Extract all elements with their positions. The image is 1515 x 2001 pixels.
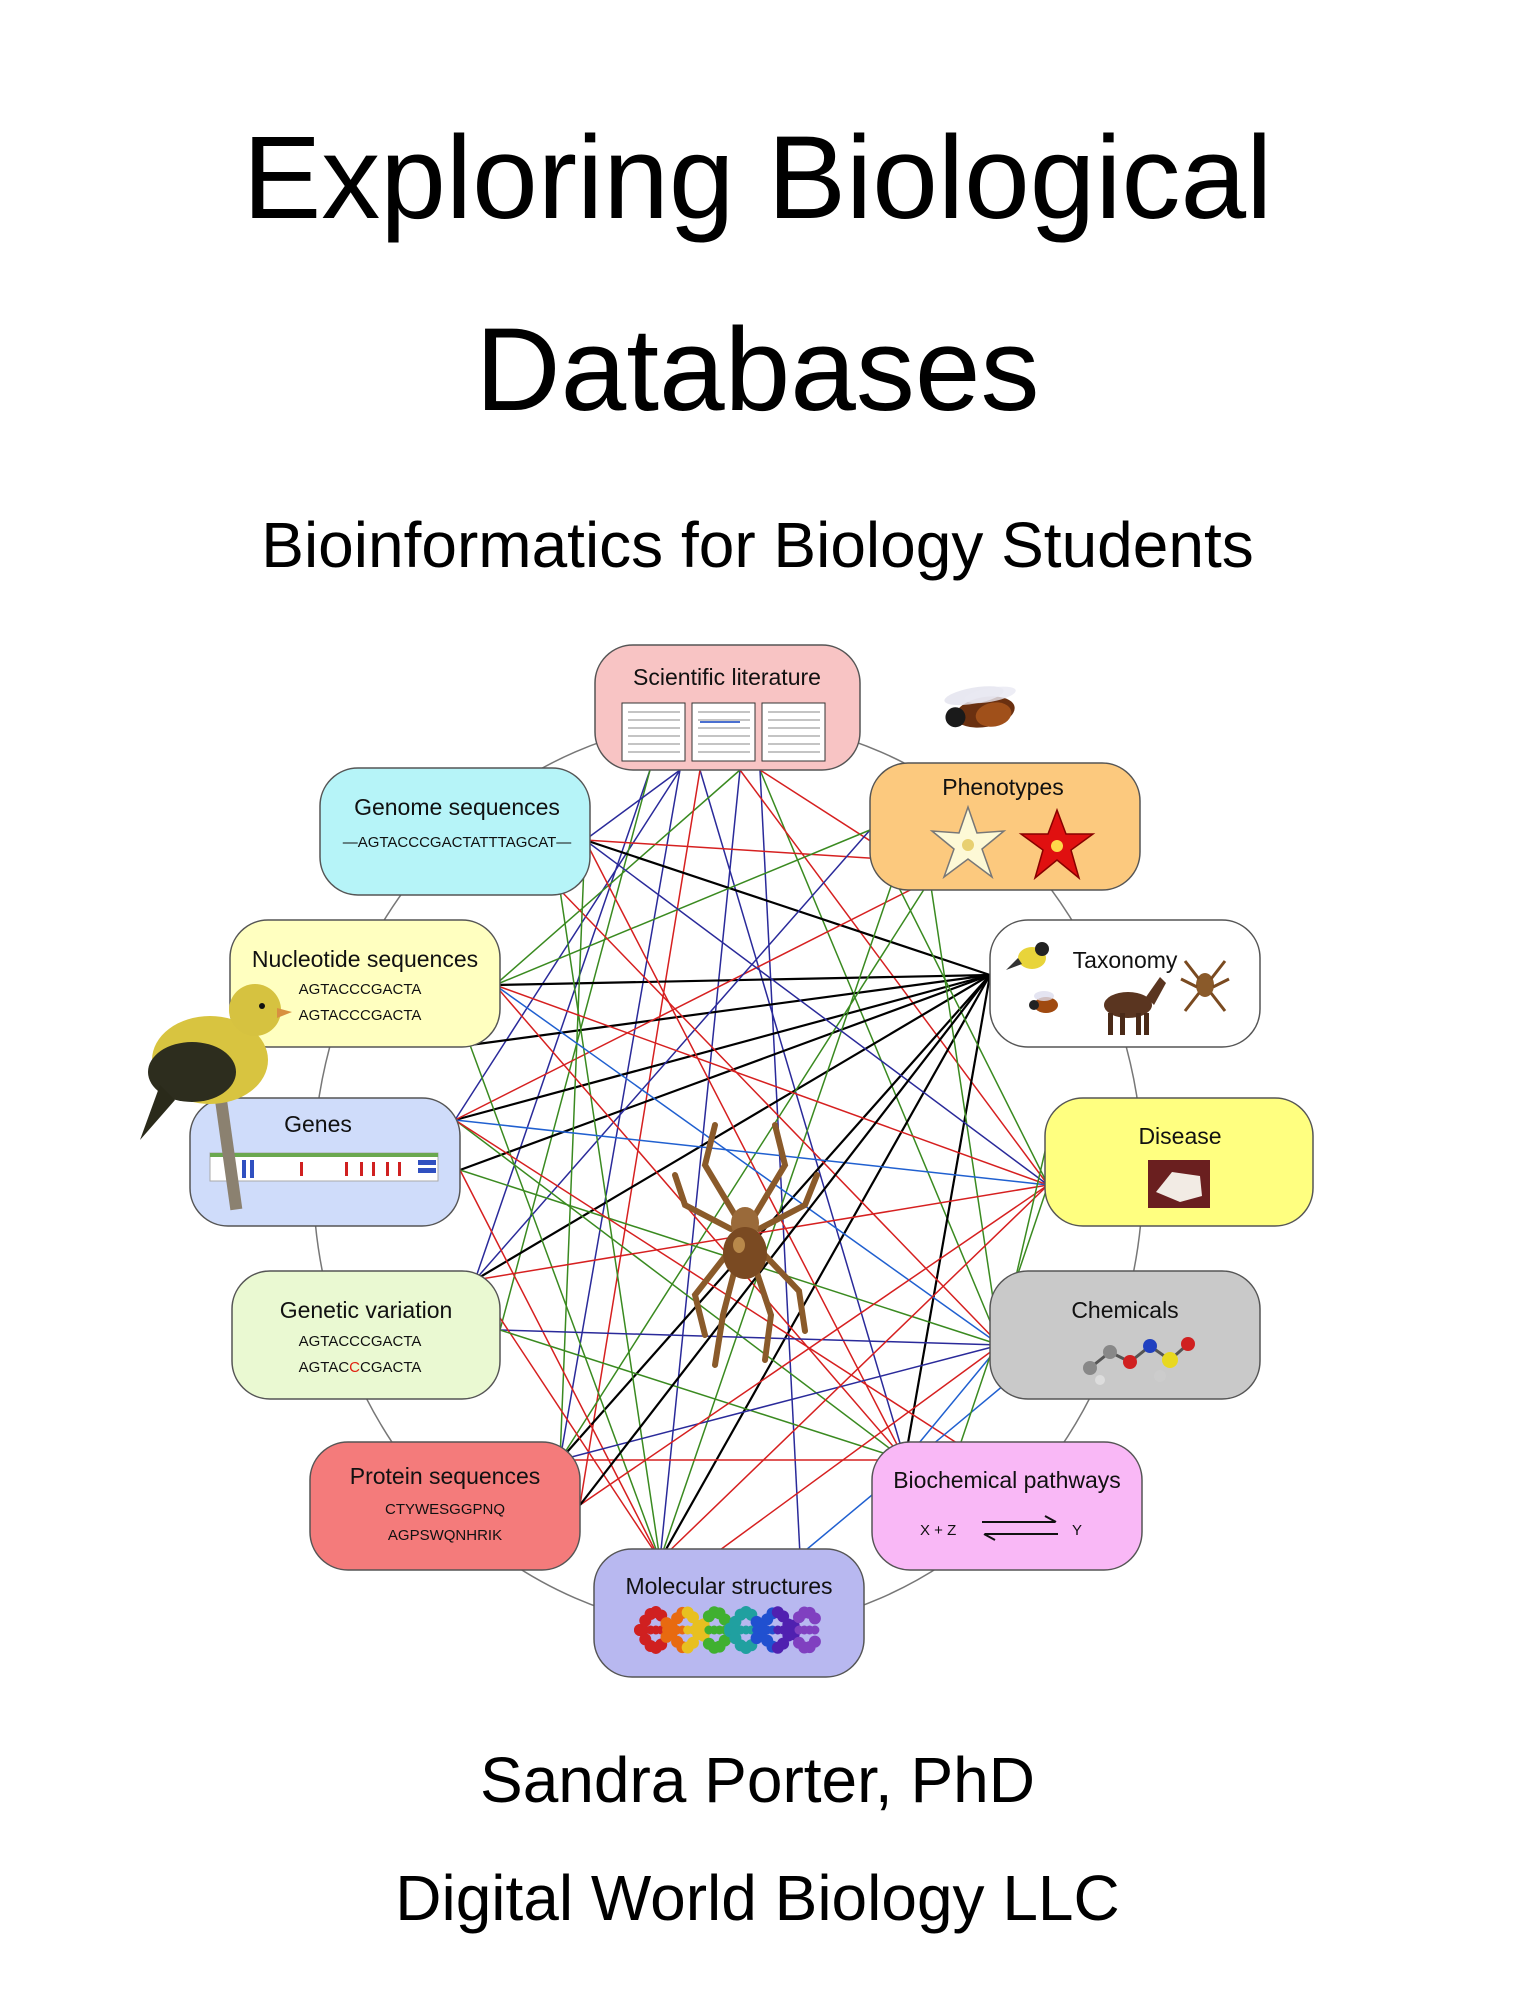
node-protein-sequences xyxy=(310,1442,580,1570)
node-genome-sequences xyxy=(320,768,590,895)
dna-bead xyxy=(809,1636,821,1648)
node-label: Biochemical pathways xyxy=(893,1467,1121,1493)
node-molecular-structures xyxy=(594,1549,864,1677)
pathway-reactants: X + Z xyxy=(920,1522,957,1539)
node-label: Genetic variation xyxy=(279,1297,453,1323)
node-phenotypes xyxy=(870,763,1140,890)
pathway-product: Y xyxy=(1072,1522,1083,1539)
node-genetic-variation xyxy=(232,1271,500,1399)
edge-phen2-chemicals xyxy=(930,880,1000,1345)
edge-taxonomy-pathways xyxy=(905,975,990,1460)
dna-bead xyxy=(809,1612,821,1624)
edge-taxonomy-nucleotide xyxy=(495,975,990,985)
edge-taxonomy-genes xyxy=(455,975,990,1120)
node-biochemical-pathways xyxy=(872,1442,1142,1570)
author: Sandra Porter, PhD xyxy=(480,1744,1035,1816)
node-label: Taxonomy xyxy=(1072,947,1178,973)
edge-genome-protein xyxy=(560,840,585,1460)
variation-sequence-2: AGTACCCGACTA xyxy=(298,1359,422,1376)
organization: Digital World Biology LLC xyxy=(395,1862,1120,1934)
dna-bead xyxy=(810,1626,819,1635)
edge-phen3-variation xyxy=(475,830,870,1280)
nucleotide-sequence-1: AGTACCCGACTA xyxy=(298,981,422,998)
genome-sequence: —AGTACCCGACTATTTAGCAT— xyxy=(342,834,572,851)
nucleotide-sequence-2: AGTACCCGACTA xyxy=(298,1007,422,1024)
subtitle: Bioinformatics for Biology Students xyxy=(261,509,1254,581)
node-label: Scientific literature xyxy=(633,664,821,690)
protein-sequence-2: AGPSWQNHRIK xyxy=(387,1527,503,1544)
bee-icon xyxy=(941,680,1021,734)
gene-browser-icon xyxy=(210,1153,438,1181)
title-line-2: Databases xyxy=(475,304,1040,436)
node-taxonomy xyxy=(990,920,1260,1047)
edge-taxonomy-nuc2 xyxy=(470,975,990,1045)
edge-genome-pathways xyxy=(585,840,905,1460)
node-label: Genes xyxy=(284,1111,352,1137)
node-box xyxy=(872,1442,1142,1570)
node-box xyxy=(320,768,590,895)
node-label: Genome sequences xyxy=(354,794,560,820)
node-box xyxy=(594,1549,864,1677)
edge-nucleotide-pathways xyxy=(495,985,905,1460)
node-label: Phenotypes xyxy=(942,774,1064,800)
node-label: Molecular structures xyxy=(625,1573,833,1599)
protein-sequence-1: CTYWESGGPNQ xyxy=(384,1501,506,1518)
snp-highlight: C xyxy=(349,1359,360,1376)
title-line-1: Exploring Biological xyxy=(242,112,1273,244)
node-disease xyxy=(1045,1098,1313,1226)
article-icon xyxy=(622,703,825,761)
edge-literature-genome xyxy=(585,770,680,840)
node-label: Protein sequences xyxy=(349,1463,541,1489)
edge-phen2-protein xyxy=(560,880,930,1460)
node-label: Chemicals xyxy=(1071,1297,1179,1323)
node-label: Nucleotide sequences xyxy=(251,946,479,972)
node-chemicals xyxy=(990,1271,1260,1399)
node-scientific-literature xyxy=(595,645,860,770)
node-label: Disease xyxy=(1138,1123,1222,1149)
edge-lit4-str3 xyxy=(760,770,800,1555)
variation-sequence-1: AGTACCCGACTA xyxy=(298,1333,422,1350)
edge-taxonomy-gen2 xyxy=(460,975,990,1170)
node-box xyxy=(990,1271,1260,1399)
